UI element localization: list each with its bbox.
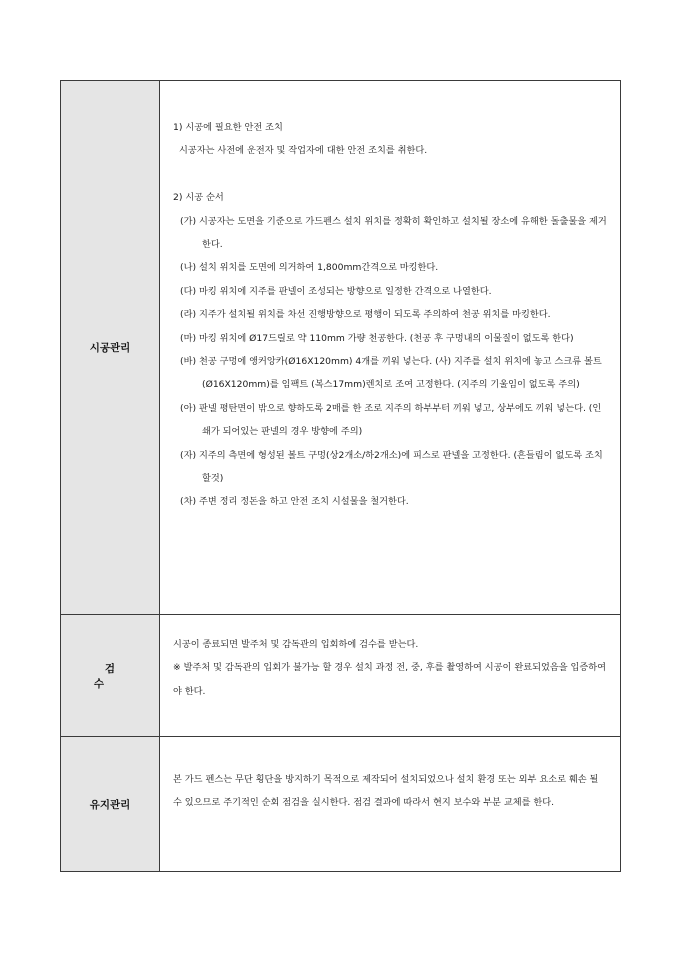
step-item: (라) 지주가 설치될 위치를 차선 진행방향으로 평행이 되도록 주의하여 천공 위치를 마킹한다. (180, 309, 551, 321)
maintenance-content (160, 737, 621, 872)
construction-management-content (160, 81, 621, 615)
step-item: (아) 판넬 평탄면이 밖으로 향하도록 2매를 한 조로 지주의 하부부터 끼워 넣고, 상부에도 끼워 넣는다. (인쇄가 되어있는 판넬의 경우 방향에 주의) (180, 402, 602, 438)
inspection-content (160, 615, 621, 737)
table-row (61, 615, 621, 737)
step-item: (차) 주변 정리 정돈을 하고 안전 조치 시설물을 철거한다. (180, 496, 409, 508)
step-item: (마) 마킹 위치에 Ø17드릴로 약 110mm 가량 천공한다. (천공 후 구멍내의 이물질이 없도록 한다) (180, 332, 574, 344)
construction-spec-table (60, 80, 621, 872)
row-label-inspection: 검 수 (61, 615, 160, 737)
table-row (61, 737, 621, 872)
step-item: (가) 시공자는 도면을 기준으로 가드펜스 설치 위치를 정확히 확인하고 설치될 장소에 유해한 돌출물을 제거한다. (180, 215, 607, 251)
step-item: (다) 마킹 위치에 지주를 판넬이 조성되는 방향으로 일정한 간격으로 나열한다. (180, 285, 492, 297)
step-item: (바) 천공 구멍에 앵커앙카(Ø16X120mm) 4개를 끼워 넣는다. (사) 지주를 설치 위치에 놓고 스크류 볼트(Ø16X120mm)를 임팩트 (복스17mm)렌치로 조여 고정한다. (지주의 기울임이 없도록 주의) (180, 356, 602, 391)
step-item: (나) 설치 위치를 도면에 의거하여 1,800mm간격으로 마킹한다. (180, 262, 439, 274)
section1-title: 1) 시공에 필요한 안전 조치 (173, 122, 283, 133)
row-label-maintenance: 유지관리 (61, 737, 160, 872)
maintenance-text: 본 가드 펜스는 무단 횡단을 방지하기 목적으로 제작되어 설치되었으나 설치 환경 또는 외부 요소로 훼손 될 수 있으므로 주기적인 순회 점검을 실시한다. 점검 결과에 따라서 현지 보수와 부분 교체를 한다. (173, 774, 599, 809)
step-item: (자) 지주의 측면에 형성된 볼트 구멍(상2개소/하2개소)에 피스로 판넬을 고정한다. (흔들림이 없도록 조치 할것) (180, 449, 603, 485)
section2-title: 2) 시공 순서 (173, 192, 224, 204)
table-row (61, 81, 621, 615)
row-label-construction-management: 시공관리 (61, 81, 160, 615)
section1-text: 시공자는 사전에 운전자 및 작업자에 대한 안전 조치를 취한다. (179, 145, 428, 157)
inspection-line: 시공이 종료되면 발주처 및 감독관의 입회하에 검수를 받는다. (173, 639, 419, 650)
inspection-note: ※ 발주처 및 감독관의 입회가 불가능 할 경우 설치 과정 전, 중, 후를 촬영하여 시공이 완료되었음을 입증하여야 한다. (173, 662, 607, 697)
